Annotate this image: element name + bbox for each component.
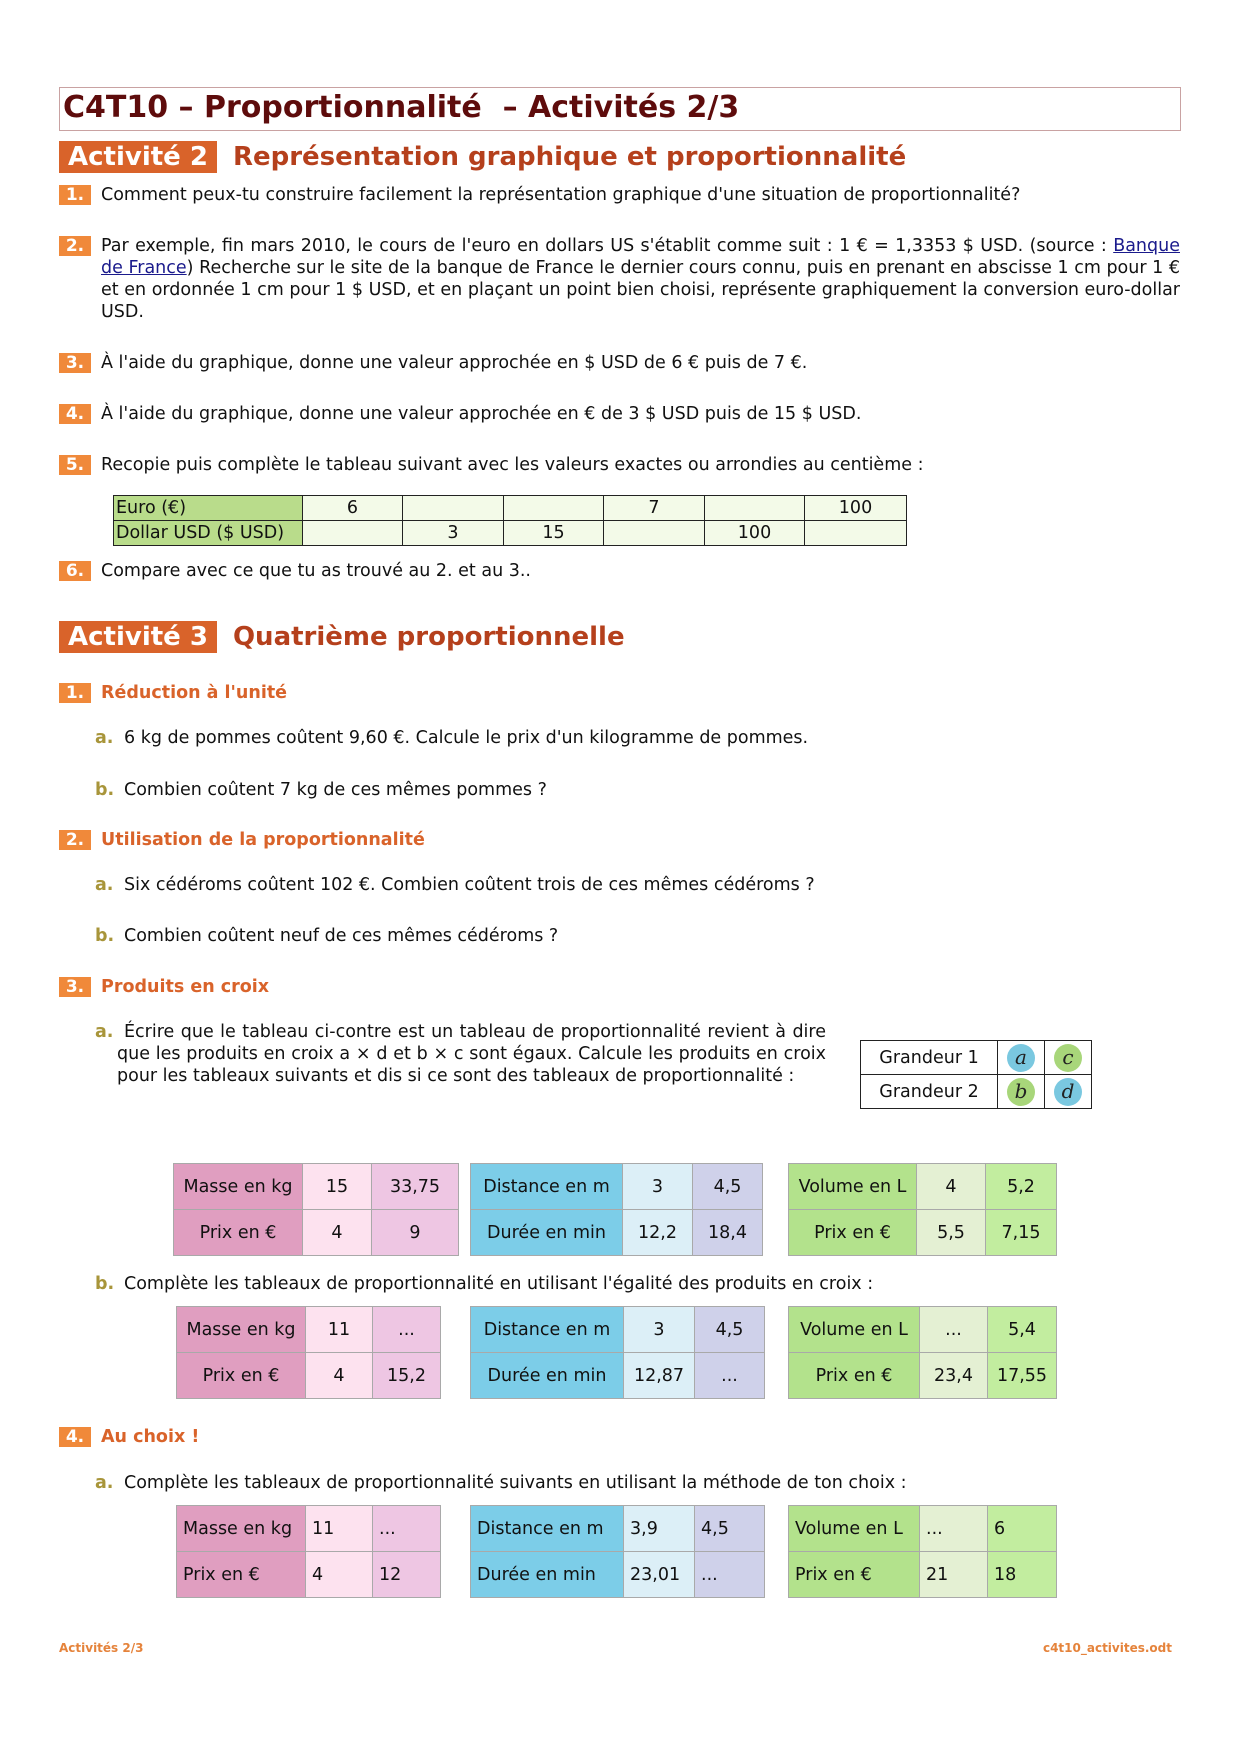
volume-prix-table: [788, 1505, 1057, 1598]
table-row: [789, 1164, 1057, 1210]
table-cell: [1045, 1041, 1092, 1075]
table-cell: 6: [988, 1506, 1057, 1552]
row-header: Masse en kg: [177, 1307, 306, 1353]
table-cell: 4,5: [695, 1307, 765, 1353]
table-cell: 5,5: [917, 1210, 986, 1256]
table-row: [471, 1164, 763, 1210]
variable-b: b: [1007, 1078, 1035, 1106]
item-letter: b.: [95, 926, 115, 946]
section-title: Réduction à l'unité: [101, 683, 288, 703]
section-number: 3.: [59, 977, 91, 997]
table-row: [471, 1353, 765, 1399]
table-cell: 3,9: [624, 1506, 695, 1552]
table-cell: [1045, 1075, 1092, 1109]
masse-prix-table: [176, 1505, 441, 1598]
table-cell: 5,4: [988, 1307, 1057, 1353]
title-frame: [59, 87, 1181, 131]
table-cell: 15: [303, 1164, 372, 1210]
table-cell: 6: [303, 496, 403, 521]
table-row: [861, 1075, 1092, 1109]
table-row: [789, 1210, 1057, 1256]
table-cell: 15,2: [373, 1353, 441, 1399]
item-text: Complète les tableaux de proportionnalité en utilisant l'égalité des produits en croix :: [124, 1274, 874, 1294]
table-cell: [604, 521, 705, 546]
row-header: Euro (€): [114, 496, 303, 521]
table-cell: 12: [373, 1552, 441, 1598]
volume-prix-table: [788, 1163, 1057, 1256]
table-cell: 18,4: [693, 1210, 763, 1256]
row-header: Dollar USD ($ USD): [114, 521, 303, 546]
question-text-part: Par exemple, fin mars 2010, le cours de l'euro en dollars US s'établit comme suit : 1 € = 1,3353 $ USD. (source :: [101, 236, 1114, 256]
item-text: Complète les tableaux de proportionnalité suivants en utilisant la méthode de ton choix :: [124, 1473, 907, 1493]
table-row: [789, 1307, 1057, 1353]
item-letter: b.: [95, 780, 115, 800]
variable-d: d: [1054, 1078, 1082, 1106]
item-text: Six cédéroms coûtent 102 €. Combien coûtent trois de ces mêmes cédéroms ?: [124, 875, 815, 895]
masse-prix-table: [173, 1163, 459, 1256]
item-letter: a.: [95, 728, 114, 748]
table-cell: 4: [306, 1552, 373, 1598]
item-letter: b.: [95, 1274, 115, 1294]
question-number: 5.: [59, 455, 91, 475]
table-cell: 7,15: [986, 1210, 1057, 1256]
table-row: [177, 1353, 441, 1399]
footer-right: c4t10_activites.odt: [1042, 1641, 1172, 1655]
row-header: Volume en L: [789, 1506, 920, 1552]
item-text: Combien coûtent neuf de ces mêmes cédéroms ?: [124, 926, 559, 946]
activity-3-badge: Activité 3: [59, 621, 217, 653]
row-header: Masse en kg: [174, 1164, 303, 1210]
activity-2-title: Représentation graphique et proportionnalité: [232, 142, 907, 172]
table-row: [177, 1552, 441, 1598]
section-title: Utilisation de la proportionnalité: [101, 830, 425, 850]
banque-de-france-link[interactable]: Banque de France: [101, 236, 1180, 278]
distance-duree-table: [470, 1306, 765, 1399]
question-number: 2.: [59, 236, 91, 256]
question-text-part: ) Recherche sur le site de la banque de France le dernier cours connu, puis en prenant en abscisse 1 cm pour 1 € et en ordonnée 1 cm pour 1 $ USD, et en plaçant un point bien choisi, représente graphiquement la conversion euro-dollar USD.: [101, 258, 1180, 322]
row-header: Durée en min: [471, 1552, 624, 1598]
table-cell: 23,01: [624, 1552, 695, 1598]
row-header: Grandeur 1: [861, 1041, 998, 1075]
table-cell: 12,87: [624, 1353, 695, 1399]
row-header: Masse en kg: [177, 1506, 306, 1552]
grandeur-table: [860, 1040, 1092, 1109]
section-number: 1.: [59, 683, 91, 703]
question-text: Recopie puis complète le tableau suivant avec les valeurs exactes ou arrondies au centième :: [101, 455, 924, 475]
table-cell: [504, 496, 604, 521]
item-text: Combien coûtent 7 kg de ces mêmes pommes ?: [124, 780, 547, 800]
row-header: Volume en L: [789, 1164, 917, 1210]
masse-prix-table: [176, 1306, 441, 1399]
row-header: Distance en m: [471, 1164, 623, 1210]
table-cell: 17,55: [988, 1353, 1057, 1399]
table-cell: 21: [920, 1552, 988, 1598]
footer-left: Activités 2/3: [59, 1641, 144, 1655]
table-cell: 18: [988, 1552, 1057, 1598]
question-number: 3.: [59, 353, 91, 373]
table-cell: 4: [306, 1353, 373, 1399]
table-cell: 33,75: [372, 1164, 459, 1210]
table-cell: [805, 521, 907, 546]
question-number: 6.: [59, 561, 91, 581]
table-cell: 4,5: [695, 1506, 765, 1552]
table-cell: ...: [373, 1307, 441, 1353]
row-header: Distance en m: [471, 1307, 624, 1353]
table-cell: 11: [306, 1506, 373, 1552]
table-cell: ...: [920, 1307, 988, 1353]
table-row: [471, 1307, 765, 1353]
distance-duree-table: [470, 1163, 763, 1256]
table-cell: 3: [624, 1307, 695, 1353]
table-cell: 7: [604, 496, 705, 521]
table-cell: 100: [805, 496, 907, 521]
table-row: [174, 1210, 459, 1256]
section-title: Produits en croix: [101, 977, 270, 997]
table-cell: 12,2: [623, 1210, 693, 1256]
table-cell: [303, 521, 403, 546]
row-header: Prix en €: [789, 1210, 917, 1256]
row-header: Durée en min: [471, 1210, 623, 1256]
item-text: Écrire que le tableau ci-contre est un tableau de proportionnalité revient à dire que les produits en croix a × d et b × c sont égaux. Calcule les produits en croix pour les tableaux suivants et dis si ce sont des tableaux de proportionnalité :: [117, 1022, 826, 1086]
question-text: Compare avec ce que tu as trouvé au 2. et au 3..: [101, 561, 531, 581]
question-text: À l'aide du graphique, donne une valeur approchée en € de 3 $ USD puis de 15 $ USD.: [101, 404, 862, 424]
table-cell: 11: [306, 1307, 373, 1353]
euro-dollar-table: [113, 495, 907, 546]
table-cell: 4,5: [693, 1164, 763, 1210]
question-text: [101, 235, 1180, 323]
table-row: [471, 1506, 765, 1552]
volume-prix-table: [788, 1306, 1057, 1399]
row-header: Volume en L: [789, 1307, 920, 1353]
row-header: Prix en €: [789, 1552, 920, 1598]
row-header: Distance en m: [471, 1506, 624, 1552]
table-cell: ...: [373, 1506, 441, 1552]
table-cell: 3: [403, 521, 504, 546]
table-row: [471, 1210, 763, 1256]
table-cell: 9: [372, 1210, 459, 1256]
item-letter: a.: [95, 1473, 114, 1493]
item-letter: a.: [95, 1022, 114, 1042]
question-text: Comment peux-tu construire facilement la représentation graphique d'une situation de proportionnalité?: [101, 185, 1021, 205]
table-cell: ...: [695, 1353, 765, 1399]
item-letter: a.: [95, 875, 114, 895]
table-cell: 100: [705, 521, 805, 546]
section-number: 2.: [59, 830, 91, 850]
row-header: Prix en €: [789, 1353, 920, 1399]
distance-duree-table: [470, 1505, 765, 1598]
question-number: 1.: [59, 185, 91, 205]
question-text: À l'aide du graphique, donne une valeur approchée en $ USD de 6 € puis de 7 €.: [101, 353, 808, 373]
variable-c: c: [1054, 1044, 1082, 1072]
table-cell: [705, 496, 805, 521]
table-row: [789, 1353, 1057, 1399]
activity-3-title: Quatrième proportionnelle: [232, 622, 625, 652]
table-row: [861, 1041, 1092, 1075]
table-row: [177, 1506, 441, 1552]
table-row: [114, 521, 907, 546]
table-cell: [403, 496, 504, 521]
page-title: C4T10 – Proportionnalité – Activités 2/3: [63, 90, 740, 125]
table-cell: 4: [303, 1210, 372, 1256]
row-header: Grandeur 2: [861, 1075, 998, 1109]
table-cell: 4: [917, 1164, 986, 1210]
table-row: [789, 1506, 1057, 1552]
row-header: Prix en €: [177, 1552, 306, 1598]
activity-3-heading: [59, 621, 625, 653]
table-cell: 3: [623, 1164, 693, 1210]
activity-2-heading: [59, 141, 906, 173]
table-row: [471, 1552, 765, 1598]
table-cell: [998, 1041, 1045, 1075]
variable-a: a: [1007, 1044, 1035, 1072]
question-number: 4.: [59, 404, 91, 424]
table-row: [114, 496, 907, 521]
row-header: Prix en €: [174, 1210, 303, 1256]
item-text: 6 kg de pommes coûtent 9,60 €. Calcule le prix d'un kilogramme de pommes.: [124, 728, 809, 748]
table-row: [174, 1164, 459, 1210]
table-row: [789, 1552, 1057, 1598]
activity-2-badge: Activité 2: [59, 141, 217, 173]
row-header: Prix en €: [177, 1353, 306, 1399]
row-header: Durée en min: [471, 1353, 624, 1399]
section-number: 4.: [59, 1427, 91, 1447]
table-cell: ...: [695, 1552, 765, 1598]
table-cell: ...: [920, 1506, 988, 1552]
table-cell: [998, 1075, 1045, 1109]
section-title: Au choix !: [101, 1427, 200, 1447]
table-cell: 23,4: [920, 1353, 988, 1399]
table-cell: 15: [504, 521, 604, 546]
table-row: [177, 1307, 441, 1353]
table-cell: 5,2: [986, 1164, 1057, 1210]
